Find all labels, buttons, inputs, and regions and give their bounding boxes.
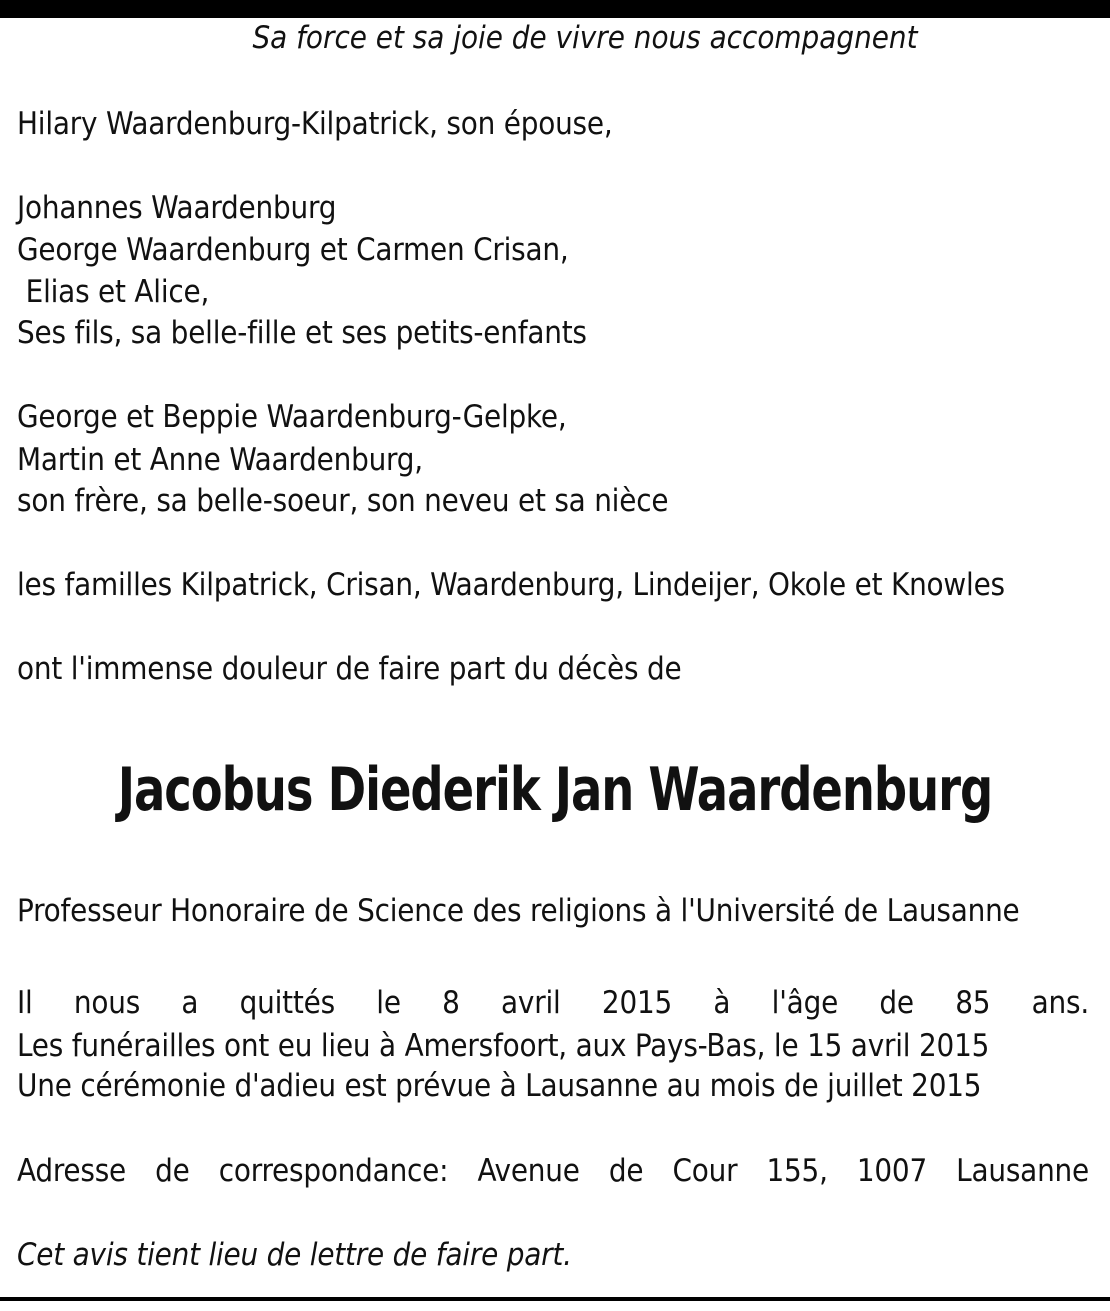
announcement-line: ont l'immense douleur de faire part du décès de (17, 651, 682, 687)
closing-note: Cet avis tient lieu de lettre de faire part. (17, 1237, 572, 1273)
siblings-line-2: Martin et Anne Waardenburg, (17, 442, 423, 478)
spouse-line: Hilary Waardenburg-Kilpatrick, son épouse, (17, 106, 613, 142)
details-line-1: Il nous a quittés le 8 avril 2015 à l'âge de 85 ans. (17, 985, 1089, 1021)
bottom-border-rule (0, 1297, 1110, 1301)
siblings-line-1: George et Beppie Waardenburg-Gelpke, (17, 399, 567, 435)
children-line-1: Johannes Waardenburg (17, 190, 337, 226)
details-line-3: Une cérémonie d'adieu est prévue à Lausanne au mois de juillet 2015 (17, 1068, 982, 1104)
children-line-4: Ses fils, sa belle-fille et ses petits-enfants (17, 315, 587, 351)
families-line: les familles Kilpatrick, Crisan, Waardenburg, Lindeijer, Okole et Knowles (17, 567, 1005, 603)
children-line-3: Elias et Alice, (17, 274, 210, 310)
deceased-name: Jacobus Diederik Jan Waardenburg (117, 755, 993, 825)
siblings-line-3: son frère, sa belle-soeur, son neveu et sa nièce (17, 483, 669, 519)
correspondence-address: Adresse de correspondance: Avenue de Cour 155, 1007 Lausanne (17, 1153, 1089, 1189)
top-border-rule (0, 0, 1110, 18)
details-line-2: Les funérailles ont eu lieu à Amersfoort, aux Pays-Bas, le 15 avril 2015 (17, 1028, 990, 1064)
motto: Sa force et sa joie de vivre nous accompagnent (252, 20, 918, 56)
professional-title: Professeur Honoraire de Science des religions à l'Université de Lausanne (17, 893, 1020, 929)
children-line-2: George Waardenburg et Carmen Crisan, (17, 232, 569, 268)
